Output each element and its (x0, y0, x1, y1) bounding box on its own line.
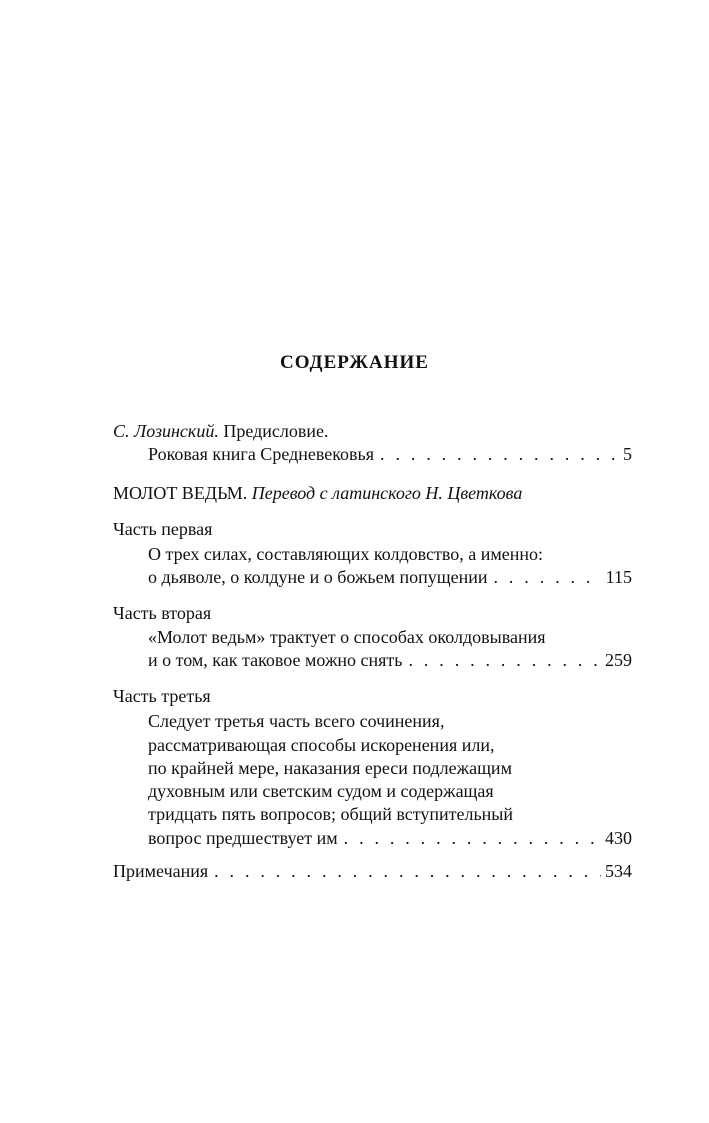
part-description-line: Следует третья часть всего сочинения, (148, 711, 445, 731)
notes-label: Примечания (113, 861, 209, 881)
preface-author: С. Лозинский. (113, 421, 219, 441)
part-label: Часть третья (113, 686, 211, 706)
part-description-last-line: о дьяволе, о колдуне и о божьем попущении (148, 567, 488, 587)
page-number: 259 (605, 650, 632, 670)
dot-leader (344, 827, 601, 850)
part-description-line: «Молот ведьм» трактует о способах околдовывания (148, 627, 546, 647)
page-title: СОДЕРЖАНИЕ (280, 352, 429, 373)
part-description-last-line: вопрос предшествует им (148, 828, 338, 848)
page-number: 115 (605, 567, 632, 587)
toc-entry-notes[interactable] (113, 860, 632, 883)
toc-entry-part-2[interactable] (148, 649, 632, 672)
toc-entry-part-1[interactable] (148, 566, 632, 589)
main-work-translation: Перевод с латинского Н. Цветкова (251, 483, 523, 503)
part-description-line: по крайней мере, наказания ереси подлежащим (148, 758, 512, 778)
part-description-line: рассматривающая способы искоренения или, (148, 735, 495, 755)
toc-entry-part-3[interactable] (148, 827, 632, 850)
part-description-last-line: и о том, как таковое можно снять (148, 650, 403, 670)
dot-leader (409, 649, 602, 672)
toc-entry-preface[interactable] (148, 443, 632, 466)
preface-subtitle: Роковая книга Средневековья (148, 444, 375, 464)
preface-heading: Предисловие. (223, 421, 329, 441)
part-label: Часть вторая (113, 603, 212, 623)
part-description-line: тридцать пять вопросов; общий вступительный (148, 804, 514, 824)
part-description-line: О трех силах, составляющих колдовство, а именно: (148, 544, 544, 564)
part-label: Часть первая (113, 519, 213, 539)
main-work-title: МОЛОТ ВЕДЬМ. (113, 483, 248, 503)
dot-leader (494, 566, 602, 589)
part-description-line: духовным или светским судом и содержащая (148, 781, 494, 801)
toc-entry-preface-heading (113, 420, 632, 443)
toc-entry-main-work (113, 482, 632, 505)
dot-leader (214, 860, 601, 883)
page-number: 5 (623, 444, 632, 464)
page-number: 534 (605, 861, 632, 881)
dot-leader (380, 443, 619, 466)
page-number: 430 (605, 828, 632, 848)
